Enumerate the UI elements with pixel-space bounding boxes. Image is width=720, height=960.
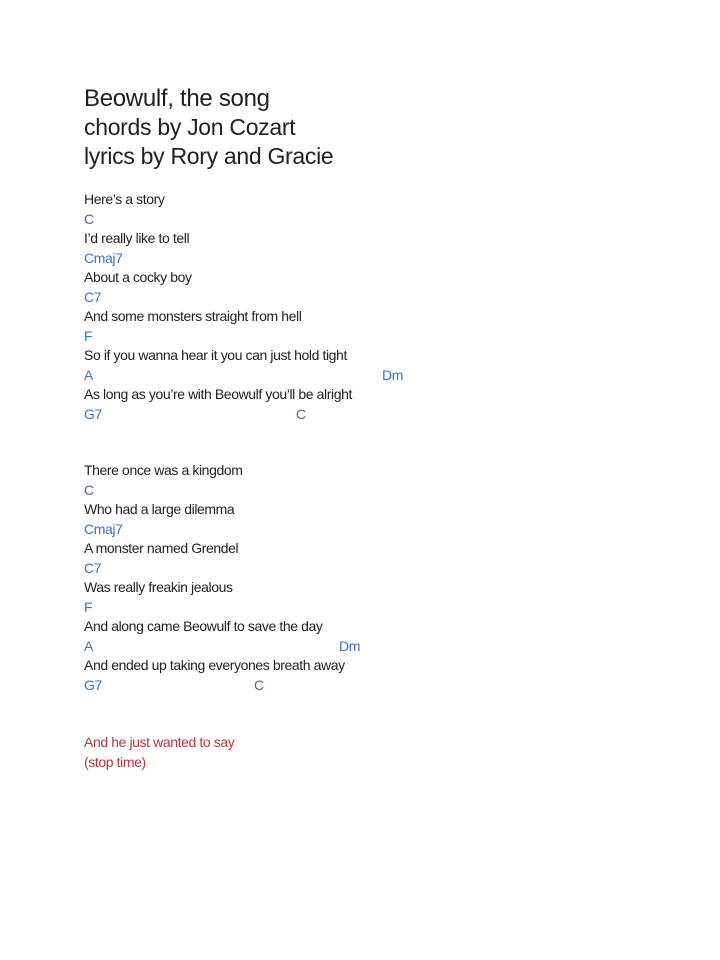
chord: C [296, 405, 306, 422]
verse-2 [84, 461, 360, 695]
chord-line [84, 366, 403, 386]
chord: F [84, 598, 93, 615]
chord: Dm [382, 366, 403, 383]
chord: G7 [84, 676, 102, 693]
chord-line [84, 210, 352, 230]
lyric-line: About a cocky boy [84, 269, 192, 285]
lyric-line: Here’s a story [84, 191, 165, 207]
stop-time-note: (stop time) [84, 753, 146, 770]
chord: A [84, 366, 93, 383]
chord-line [84, 637, 360, 657]
lyric-line: Was really freakin jealous [84, 579, 233, 595]
chord: G7 [84, 405, 102, 422]
chord: A [84, 637, 93, 654]
chord: Dm [339, 637, 360, 654]
chord-line [84, 598, 345, 618]
chord: C [254, 676, 264, 693]
chord: C7 [84, 288, 102, 305]
chord: C [84, 481, 94, 498]
chord-line [84, 676, 345, 696]
chord: F [84, 327, 93, 344]
lyric-line: Who had a large dilemma [84, 501, 235, 517]
chords-credit: chords by Jon Cozart [84, 114, 296, 140]
chord-line [84, 481, 345, 501]
chord: Cmaj7 [84, 520, 123, 537]
lyric-line: And ended up taking everyones breath away [84, 657, 345, 673]
chord-line [84, 520, 345, 540]
chord-line [84, 249, 352, 269]
chord: Cmaj7 [84, 249, 123, 266]
title-block [84, 84, 333, 171]
lyrics-credit: lyrics by Rory and Gracie [84, 143, 334, 169]
chord-line [84, 405, 352, 425]
song-title: Beowulf, the song [84, 85, 270, 112]
lyric-line: And some monsters straight from hell [84, 308, 302, 324]
chord-line [84, 288, 352, 308]
chord: C [84, 210, 94, 227]
chord: C7 [84, 559, 102, 576]
bridge-line: And he just wanted to say [84, 734, 235, 750]
lyric-line: And along came Beowulf to save the day [84, 618, 323, 634]
lyric-line: As long as you’re with Beowulf you’ll be alright [84, 386, 352, 402]
lyric-line: A monster named Grendel [84, 540, 239, 556]
lyric-line: I’d really like to tell [84, 230, 190, 246]
chord-line [84, 327, 352, 347]
bridge-section [84, 733, 234, 772]
lyric-line: There once was a kingdom [84, 462, 243, 478]
verse-1 [84, 190, 403, 424]
chord-line [84, 559, 345, 579]
lyric-line: So if you wanna hear it you can just hold tight [84, 347, 347, 363]
